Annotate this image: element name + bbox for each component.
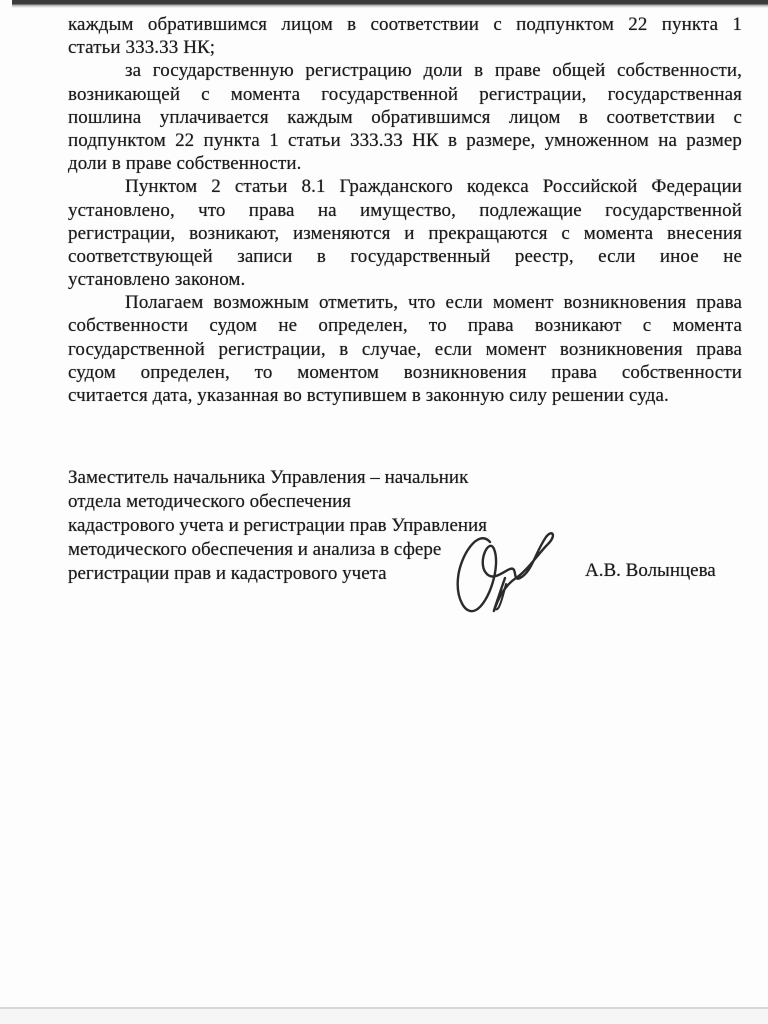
text-line: государственной регистрации, в случае, если момент возникновения права [68,338,742,360]
text-line: статьи 333.33 НК; [68,37,216,59]
text-line: установлено, что права на имущество, подлежащие государственной [68,199,742,221]
text-line: регистрации, возникают, изменяются и прекращаются с момента внесения [68,222,742,244]
text-line: возникающей с момента государственной регистрации, государственная [68,83,742,105]
text-line: собственности судом не определен, то права возникают с момента [68,315,742,337]
signoff-title-line: кадастрового учета и регистрации прав Управления [68,515,487,536]
scan-edge-artifact-top [12,0,768,8]
text-line: соответствующей записи в государственный реестр, если иное не [68,245,742,267]
text-line: подпунктом 22 пункта 1 статьи 333.33 НК в размере, умноженном на размер [68,129,742,151]
text-line: Пунктом 2 статьи 8.1 Гражданского кодекса Российской Федерации [125,176,742,198]
scan-edge-artifact-bottom-area [0,1009,768,1024]
text-line: каждым обратившимся лицом в соответствии с подпунктом 22 пункта 1 [68,14,742,35]
text-line: доли в праве собственности. [68,153,302,175]
text-line: пошлина уплачивается каждым обратившимся лицом в соответствии с [68,106,742,128]
signoff-title-line: отдела методического обеспечения [68,491,352,512]
document-body-text [68,13,742,407]
signoff-title-line: регистрации прав и кадастрового учета [68,563,387,584]
signoff-title-line: Заместитель начальника Управления – начальник [68,467,469,488]
text-line: установлено законом. [68,269,246,291]
signer-name: А.В. Волынцева [585,560,716,581]
handwritten-signature-icon [448,520,560,624]
text-line: за государственную регистрацию доли в праве общей собственности, [125,60,742,82]
text-line: считается дата, указанная во вступившем в законную силу решении суда. [68,385,669,406]
text-line: Полагаем возможным отметить, что если момент возникновения права [125,292,742,314]
signoff-title-line: методического обеспечения и анализа в сфере [68,539,442,560]
text-line: судом определен, то моментом возникновения права собственности [68,361,742,383]
